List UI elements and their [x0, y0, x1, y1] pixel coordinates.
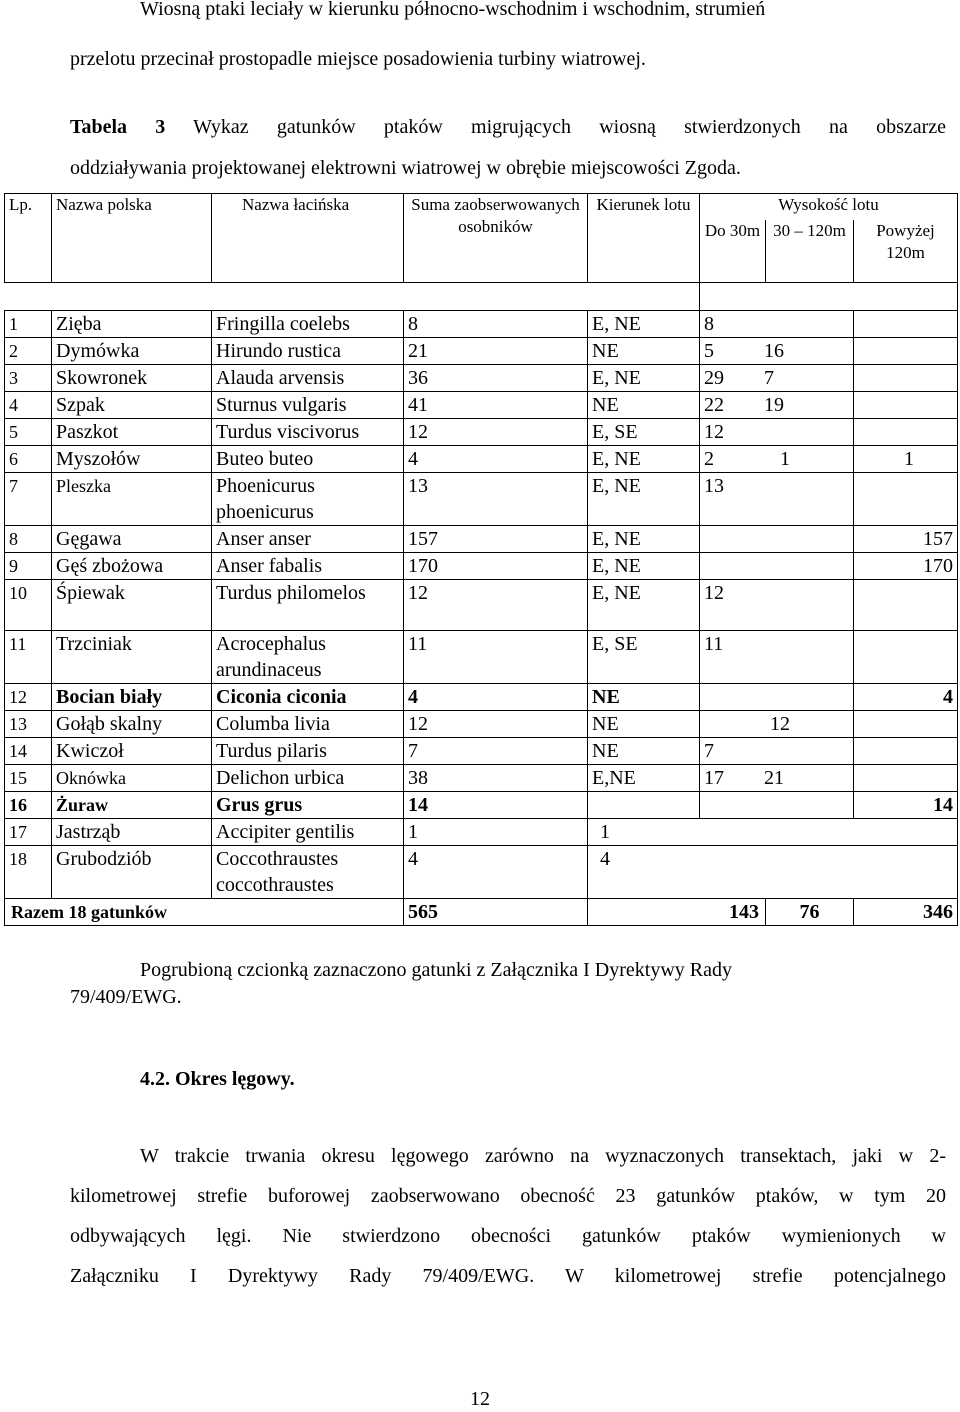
row-sum: 11 [404, 631, 588, 684]
note-line-2: 79/409/EWG. [70, 986, 182, 1008]
total-label: Razem 18 gatunków [5, 899, 404, 926]
page-number: 12 [470, 1388, 490, 1410]
row-sum: 8 [404, 311, 588, 338]
row-sum: 38 [404, 765, 588, 792]
row-polish: Gęgawa [52, 526, 212, 553]
header-spacer-right [700, 283, 958, 311]
row-lp: 10 [5, 580, 52, 631]
row-direction: NE [588, 684, 700, 711]
row-lp: 3 [5, 365, 52, 392]
row-height-mid-value: 19 [764, 394, 784, 416]
row-height-low: 12 [700, 419, 854, 446]
row-direction: E, NE [588, 553, 700, 580]
row-height-low-value: 2 [704, 448, 714, 470]
row-direction: E,NE [588, 765, 700, 792]
row-latin: Turdus philomelos [212, 580, 404, 631]
row-polish: Jastrząb [52, 819, 212, 846]
row-height-high [854, 738, 958, 765]
row-sum: 36 [404, 365, 588, 392]
row-direction: E, NE [588, 311, 700, 338]
species-table [4, 193, 958, 926]
row-height-low-value: 22 [704, 394, 724, 416]
row-lp: 11 [5, 631, 52, 684]
header-sum: Suma zaobserwowanych osobników [404, 194, 588, 283]
row-height-high [854, 711, 958, 738]
row-sum: 4 [404, 446, 588, 473]
row-sum: 1 [404, 819, 588, 846]
paragraph-line-3: odbywających lęgi. Nie stwierdzono obecności gatunków ptaków wymienionych w [70, 1225, 946, 1247]
table-caption-text: Wykaz gatunków ptaków migrujących wiosną stwierdzonych na obszarze [193, 116, 947, 138]
row-latin: Columba livia [212, 711, 404, 738]
row-height-low [700, 684, 854, 711]
row-polish: Grubodziób [52, 846, 212, 899]
row-latin: Turdus viscivorus [212, 419, 404, 446]
row-latin: Fringilla coelebs [212, 311, 404, 338]
row-sum: 7 [404, 738, 588, 765]
row-height-low-value: 17 [704, 767, 724, 789]
row-height-high: 157 [854, 526, 958, 553]
header-height-low: Do 30m [700, 220, 766, 283]
row-lp: 18 [5, 846, 52, 899]
row-height-low [700, 365, 854, 392]
row-height-mid-value: 7 [764, 367, 774, 389]
row-sum: 12 [404, 580, 588, 631]
row-lp: 14 [5, 738, 52, 765]
row-lp: 6 [5, 446, 52, 473]
row-latin: Alauda arvensis [212, 365, 404, 392]
row-lp: 16 [5, 792, 52, 819]
row-direction: E, NE [588, 580, 700, 631]
row-height-low: 7 [700, 738, 854, 765]
row-height-high [854, 765, 958, 792]
row-sum: 170 [404, 553, 588, 580]
row-height-high [854, 419, 958, 446]
row-lp: 15 [5, 765, 52, 792]
row-sum: 4 [404, 846, 588, 899]
row-latin: Anser anser [212, 526, 404, 553]
header-direction: Kierunek lotu [588, 194, 700, 283]
note-line-1: Pogrubioną czcionką zaznaczono gatunki z Załącznika I Dyrektywy Rady [140, 959, 732, 981]
header-height-mid: 30 – 120m [766, 220, 854, 283]
total-height-high: 346 [854, 899, 958, 926]
row-direction: 1 [588, 819, 958, 846]
row-height-low-value: 29 [704, 367, 724, 389]
row-height-high [854, 473, 958, 526]
header-lp: Lp. [5, 194, 52, 283]
paragraph-line-1: W trakcie trwania okresu lęgowego zarówno na wyznaczonych transektach, jaki w 2- [140, 1145, 946, 1167]
row-sum: 21 [404, 338, 588, 365]
row-direction: E, NE [588, 365, 700, 392]
row-height-mid-value: 16 [764, 340, 784, 362]
row-polish: Skowronek [52, 365, 212, 392]
row-direction: E, SE [588, 631, 700, 684]
row-lp: 12 [5, 684, 52, 711]
row-lp: 13 [5, 711, 52, 738]
paragraph-line-2: kilometrowej strefie buforowej zaobserwowano obecność 23 gatunków ptaków, w tym 20 [70, 1185, 946, 1207]
row-direction: E, SE [588, 419, 700, 446]
row-polish: Śpiewak [52, 580, 212, 631]
row-polish: Myszołów [52, 446, 212, 473]
row-height-high [854, 311, 958, 338]
row-latin: Buteo buteo [212, 446, 404, 473]
row-latin: Accipiter gentilis [212, 819, 404, 846]
row-direction: 4 [588, 846, 958, 899]
row-direction: E, NE [588, 473, 700, 526]
row-polish: Kwiczoł [52, 738, 212, 765]
row-latin: Phoenicurus phoenicurus [212, 473, 404, 526]
row-direction: E, NE [588, 446, 700, 473]
row-sum: 157 [404, 526, 588, 553]
row-polish: Dymówka [52, 338, 212, 365]
row-lp: 4 [5, 392, 52, 419]
row-height-high [854, 392, 958, 419]
total-sum: 565 [404, 899, 588, 926]
row-polish: Szpak [52, 392, 212, 419]
row-height-low-value: 5 [704, 340, 714, 362]
row-polish: Zięba [52, 311, 212, 338]
intro-line-1: Wiosną ptaki leciały w kierunku północno-wschodnim i wschodnim, strumień [140, 0, 766, 20]
intro-line-2: przelotu przecinał prostopadle miejsce posadowienia turbiny wiatrowej. [70, 48, 646, 70]
row-lp: 2 [5, 338, 52, 365]
row-height-mid-value: 21 [764, 767, 784, 789]
row-latin: Turdus pilaris [212, 738, 404, 765]
row-height-mid: 12 [700, 711, 854, 738]
row-height-low [700, 338, 854, 365]
row-latin: Ciconia ciconia [212, 684, 404, 711]
row-height-high [854, 338, 958, 365]
header-height-high: Powyżej 120m [854, 220, 958, 283]
row-latin: Acrocephalus arundinaceus [212, 631, 404, 684]
row-sum: 41 [404, 392, 588, 419]
row-latin: Sturnus vulgaris [212, 392, 404, 419]
row-latin: Hirundo rustica [212, 338, 404, 365]
row-direction: NE [588, 338, 700, 365]
row-lp: 17 [5, 819, 52, 846]
row-height-low [700, 526, 854, 553]
row-height-low [700, 792, 854, 819]
table-caption-line-1 [70, 116, 946, 139]
row-height-high: 4 [854, 684, 958, 711]
row-polish: Gołąb skalny [52, 711, 212, 738]
row-height-low: 13 [700, 473, 854, 526]
row-sum: 12 [404, 419, 588, 446]
row-lp: 5 [5, 419, 52, 446]
row-sum: 14 [404, 792, 588, 819]
table-caption-line-2: oddziaływania projektowanej elektrowni wiatrowej w obrębie miejscowości Zgoda. [70, 157, 741, 179]
header-polish-name: Nazwa polska [52, 194, 212, 283]
header-latin-name: Nazwa łacińska [212, 194, 404, 283]
row-height-high: 14 [854, 792, 958, 819]
total-height-low: 143 [588, 899, 766, 926]
row-height-low: 11 [700, 631, 854, 684]
row-direction: NE [588, 738, 700, 765]
row-polish: Bocian biały [52, 684, 212, 711]
row-direction: NE [588, 711, 700, 738]
row-polish: Trzciniak [52, 631, 212, 684]
table-caption-label: Tabela 3 [70, 116, 166, 138]
row-polish: Paszkot [52, 419, 212, 446]
row-sum: 12 [404, 711, 588, 738]
row-polish: Pleszka [52, 473, 212, 526]
row-direction [588, 792, 700, 819]
row-sum: 4 [404, 684, 588, 711]
row-height-mid-value: 1 [780, 448, 790, 470]
row-direction: E, NE [588, 526, 700, 553]
row-latin: Anser fabalis [212, 553, 404, 580]
row-lp: 1 [5, 311, 52, 338]
row-lp: 8 [5, 526, 52, 553]
row-height-high: 1 [854, 446, 958, 473]
row-latin: Coccothraustes coccothraustes [212, 846, 404, 899]
row-lp: 7 [5, 473, 52, 526]
row-height-high [854, 631, 958, 684]
row-height-low: 8 [700, 311, 854, 338]
row-latin: Grus grus [212, 792, 404, 819]
row-height-low: 12 [700, 580, 854, 631]
row-height-high: 170 [854, 553, 958, 580]
row-height-high [854, 365, 958, 392]
total-height-mid: 76 [766, 899, 854, 926]
row-height-high [854, 580, 958, 631]
row-sum: 13 [404, 473, 588, 526]
row-latin: Delichon urbica [212, 765, 404, 792]
row-lp: 9 [5, 553, 52, 580]
paragraph-line-4: Załączniku I Dyrektywy Rady 79/409/EWG. W kilometrowej strefie potencjalnego [70, 1265, 946, 1287]
row-height-low [700, 765, 854, 792]
row-height-low [700, 446, 854, 473]
row-height-low [700, 392, 854, 419]
row-direction: NE [588, 392, 700, 419]
row-height-low [700, 553, 854, 580]
row-polish: Gęś zbożowa [52, 553, 212, 580]
row-polish: Oknówka [52, 765, 212, 792]
header-spacer [5, 283, 700, 311]
header-height: Wysokość lotu [700, 194, 958, 220]
row-polish: Żuraw [52, 792, 212, 819]
section-heading: 4.2. Okres lęgowy. [140, 1068, 295, 1090]
